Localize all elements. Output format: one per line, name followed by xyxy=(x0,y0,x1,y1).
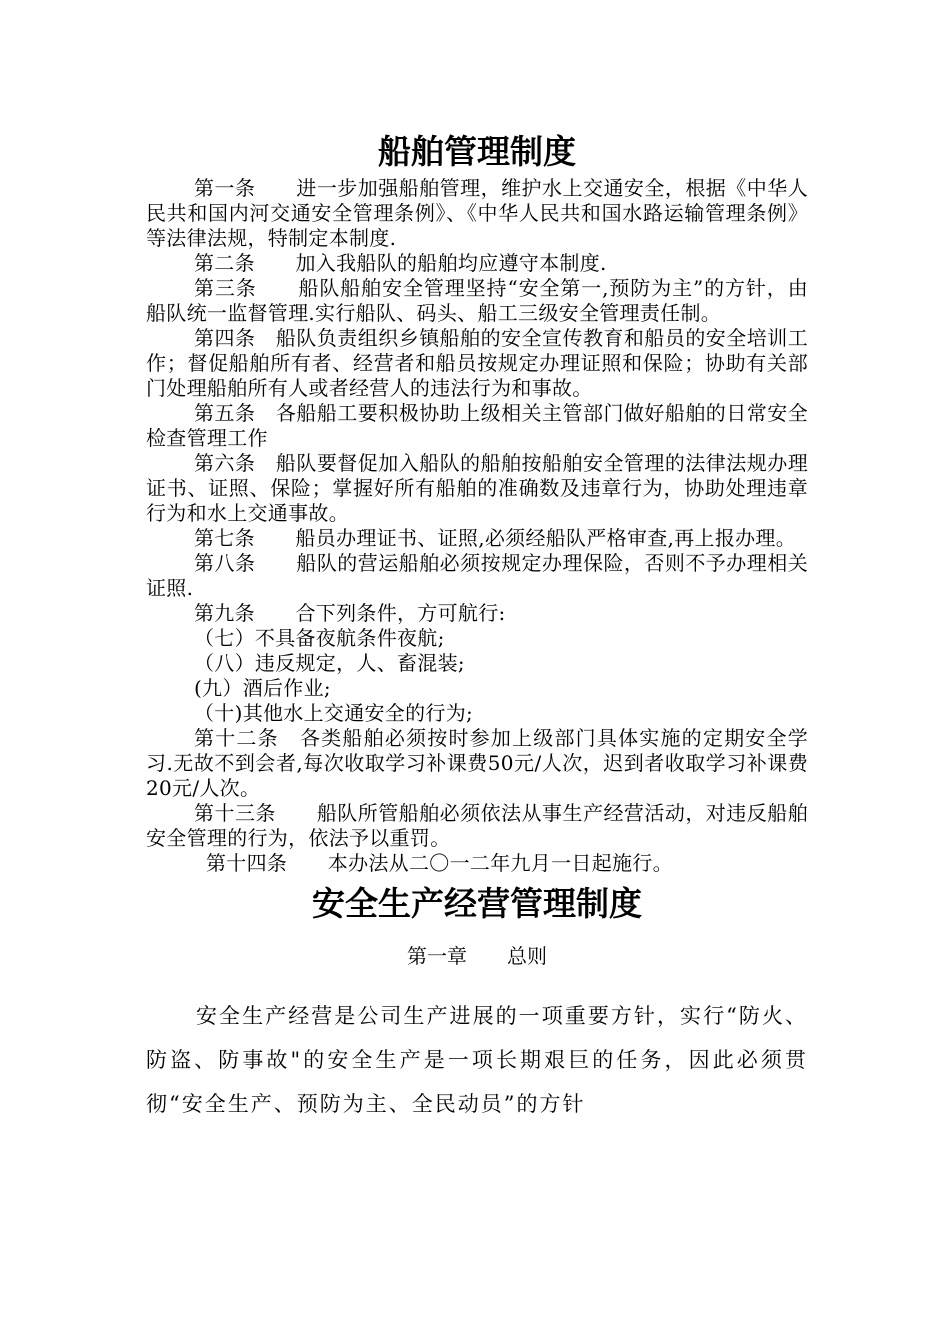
condition-8: （八）违反规定，人、畜混装; xyxy=(194,651,465,675)
title-safety-production: 安全生产经营管理制度 xyxy=(312,884,642,923)
condition-9: (九）酒后作业; xyxy=(194,676,331,700)
article-9: 第九条 合下列条件，方可航行: xyxy=(194,601,506,625)
article-14: 第十四条 本办法从二〇一二年九月一日起施行。 xyxy=(206,851,673,875)
condition-7: （七）不具备夜航条件夜航; xyxy=(194,626,445,650)
article-1: 第一条 进一步加强船舶管理，维护水上交通安全，根据《中华人民共和国内河交通安全管理条例》、《中华人民共和国水路运输管理条例》等法律法规，特制定本制度. xyxy=(146,176,808,250)
article-2: 第二条 加入我船队的船舶均应遵守本制度. xyxy=(194,251,607,275)
chapter-heading: 第一章 总则 xyxy=(407,944,547,968)
article-8: 第八条 船队的营运船舶必须按规定办理保险，否则不予办理相关证照. xyxy=(146,551,808,600)
article-4: 第四条 船队负责组织乡镇船舶的安全宣传教育和船员的安全培训工作；督促船舶所有者、经营者和船员按规定办理证照和保险；协助有关部门处理船舶所有人或者经营人的违法行为和事故。 xyxy=(146,326,808,400)
article-6: 第六条 船队要督促加入船队的船舶按船舶安全管理的法律法规办理证书、证照、保险；掌握好所有船舶的准确数及违章行为，协助处理违章行为和水上交通事故。 xyxy=(146,451,808,525)
article-7: 第七条 船员办理证书、证照,必须经船队严格审查,再上报办理。 xyxy=(194,526,797,550)
article-3: 第三条 船队船舶安全管理坚持“安全第一,预防为主”的方针，由船队统一监督管理.实行船队、码头、船工三级安全管理责任制。 xyxy=(146,276,808,325)
article-13: 第十三条 船队所管船舶必须依法从事生产经营活动，对违反船舶安全管理的行为，依法予以重罚。 xyxy=(146,801,808,850)
general-paragraph: 安全生产经营是公司生产进展的一项重要方针，实行“防火、防盗、防事故"的安全生产是一项长期艰巨的任务，因此必须贯彻“安全生产、预防为主、全民动员”的方针 xyxy=(146,1004,808,1116)
document-content xyxy=(146,128,808,1126)
title-ship-management: 船舶管理制度 xyxy=(378,132,576,171)
condition-10: （十)其他水上交通安全的行为; xyxy=(194,701,474,725)
article-5: 第五条 各船船工要积极协助上级相关主管部门做好船舶的日常安全检查管理工作 xyxy=(146,401,808,450)
article-12: 第十二条 各类船舶必须按时参加上级部门具体实施的定期安全学习.无故不到会者,每次收取学习补课费50元/人次，迟到者收取学习补课费20元/人次。 xyxy=(146,726,808,800)
